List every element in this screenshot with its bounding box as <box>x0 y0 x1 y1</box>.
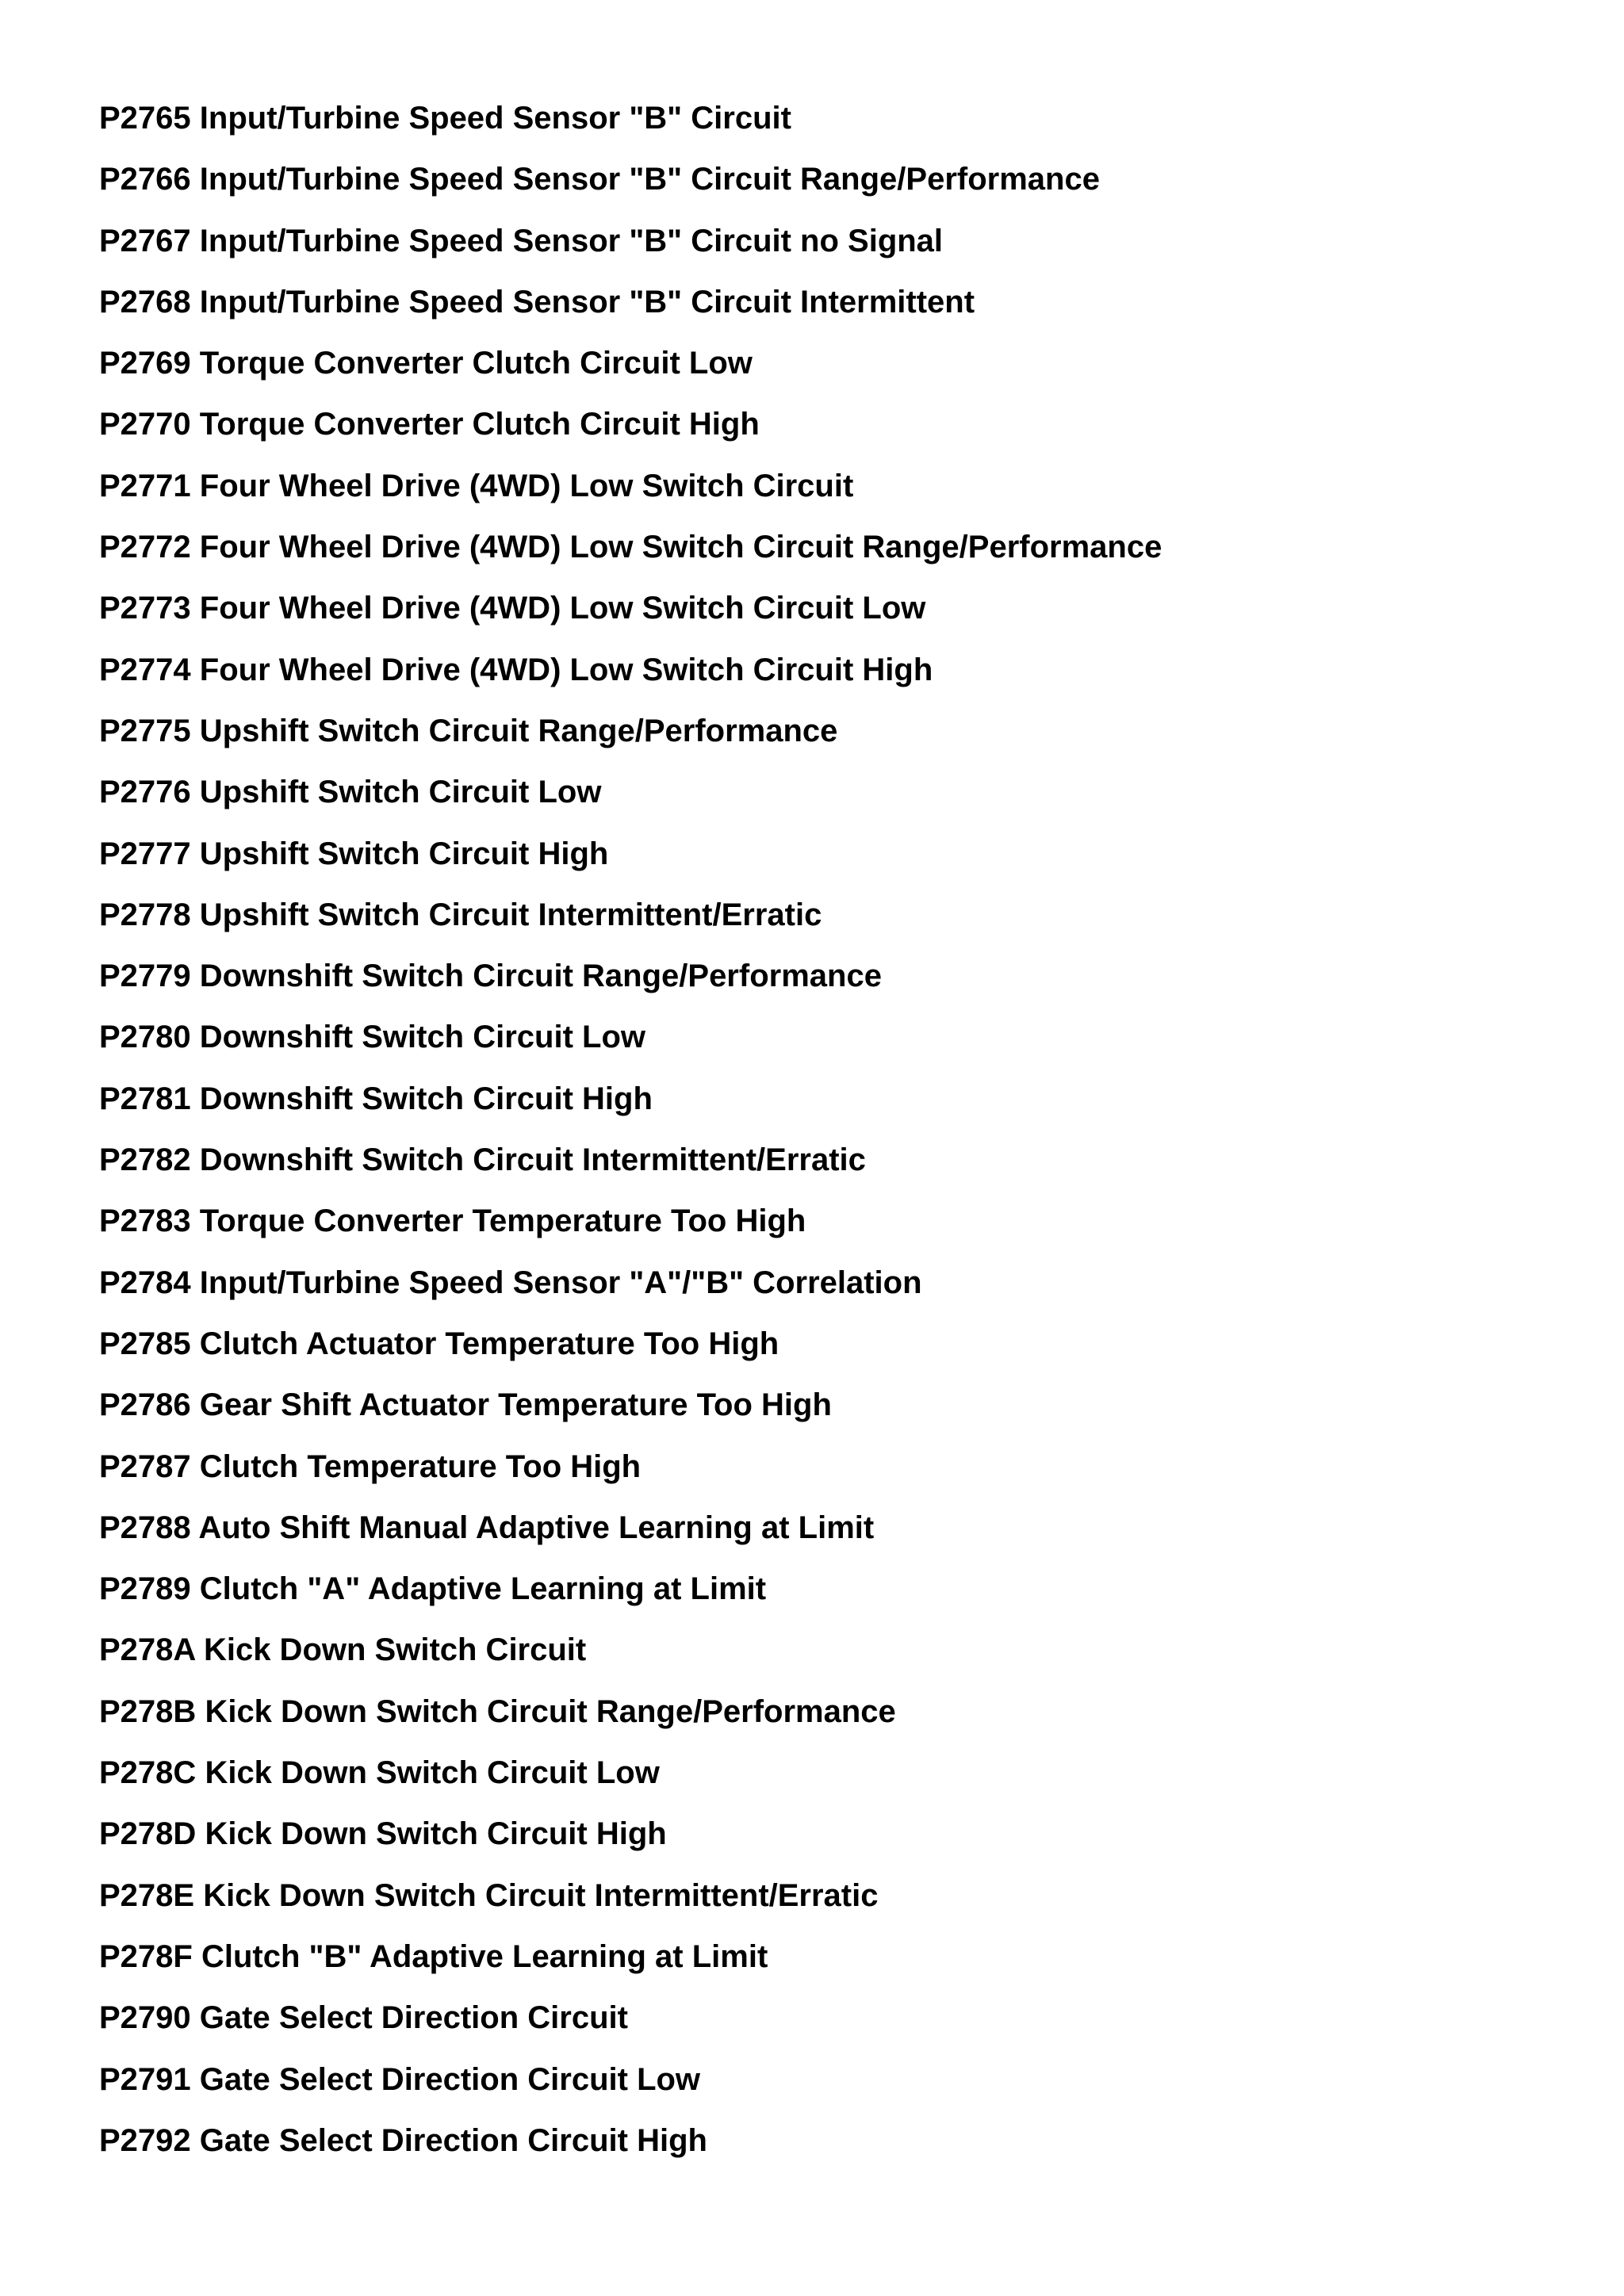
dtc-code: P278D <box>99 1816 197 1852</box>
list-item <box>99 1381 1574 1442</box>
list-item <box>99 1994 1574 2055</box>
dtc-code: P278E <box>99 1877 195 1913</box>
dtc-code: P2770 <box>99 407 191 442</box>
list-item <box>99 768 1574 829</box>
list-item <box>99 523 1574 584</box>
dtc-description: Auto Shift Manual Adaptive Learning at Limit <box>198 1510 875 1545</box>
dtc-code: P2765 <box>99 101 191 136</box>
dtc-description: Clutch "A" Adaptive Learning at Limit <box>199 1571 767 1607</box>
dtc-description: Four Wheel Drive (4WD) Low Switch Circuit High <box>199 652 933 687</box>
list-item <box>99 1136 1574 1197</box>
dtc-code: P2768 <box>99 284 191 320</box>
list-item <box>99 1259 1574 1320</box>
list-item <box>99 1197 1574 1258</box>
list-item <box>99 155 1574 216</box>
dtc-description: Kick Down Switch Circuit Intermittent/Erratic <box>203 1877 879 1913</box>
dtc-description: Input/Turbine Speed Sensor "B" Circuit no Signal <box>199 223 944 258</box>
list-item <box>99 400 1574 461</box>
dtc-code: P278B <box>99 1693 197 1729</box>
list-item <box>99 217 1574 278</box>
dtc-code: P2775 <box>99 713 191 748</box>
dtc-description: Upshift Switch Circuit Low <box>199 775 602 810</box>
dtc-description: Four Wheel Drive (4WD) Low Switch Circuit Low <box>199 591 926 626</box>
dtc-description: Input/Turbine Speed Sensor "B" Circuit Intermittent <box>199 284 975 320</box>
dtc-code: P2774 <box>99 652 191 687</box>
dtc-code-list <box>99 94 1574 2178</box>
dtc-code: P2790 <box>99 2000 191 2036</box>
list-item <box>99 1749 1574 1810</box>
dtc-description: Kick Down Switch Circuit <box>203 1632 587 1668</box>
list-item <box>99 1013 1574 1074</box>
dtc-description: Four Wheel Drive (4WD) Low Switch Circuit <box>199 468 854 503</box>
dtc-description: Input/Turbine Speed Sensor "A"/"B" Correlation <box>199 1265 922 1300</box>
dtc-code: P2784 <box>99 1265 191 1300</box>
dtc-code: P2792 <box>99 2122 191 2158</box>
list-item <box>99 1443 1574 1504</box>
dtc-description: Torque Converter Temperature Too High <box>199 1203 806 1239</box>
dtc-description: Clutch Actuator Temperature Too High <box>199 1326 779 1361</box>
dtc-description: Gear Shift Actuator Temperature Too High <box>199 1387 832 1423</box>
list-item <box>99 1933 1574 1994</box>
list-item <box>99 1504 1574 1565</box>
dtc-description: Four Wheel Drive (4WD) Low Switch Circuit Range/Performance <box>199 530 1162 565</box>
dtc-code: P2767 <box>99 223 191 258</box>
dtc-code: P2782 <box>99 1142 191 1178</box>
list-item <box>99 1626 1574 1687</box>
dtc-code: P2773 <box>99 591 191 626</box>
dtc-code: P2785 <box>99 1326 191 1361</box>
dtc-description: Torque Converter Clutch Circuit Low <box>199 346 753 381</box>
dtc-code: P2786 <box>99 1387 191 1423</box>
list-item <box>99 707 1574 768</box>
list-item <box>99 952 1574 1013</box>
dtc-code: P278C <box>99 1755 197 1791</box>
list-item <box>99 462 1574 523</box>
dtc-code: P2783 <box>99 1203 191 1239</box>
list-item <box>99 1810 1574 1871</box>
dtc-code: P2778 <box>99 897 191 932</box>
dtc-description: Torque Converter Clutch Circuit High <box>199 407 760 442</box>
list-item <box>99 1075 1574 1136</box>
dtc-description: Gate Select Direction Circuit High <box>199 2122 707 2158</box>
dtc-code: P2781 <box>99 1081 191 1116</box>
dtc-code: P2791 <box>99 2061 191 2097</box>
dtc-code: P2777 <box>99 836 191 871</box>
dtc-description: Kick Down Switch Circuit High <box>205 1816 667 1852</box>
dtc-code: P2771 <box>99 468 191 503</box>
dtc-code: P2779 <box>99 959 191 994</box>
dtc-description: Downshift Switch Circuit Intermittent/Erratic <box>199 1142 866 1178</box>
dtc-description: Downshift Switch Circuit Low <box>199 1020 646 1055</box>
dtc-description: Kick Down Switch Circuit Range/Performance <box>205 1693 896 1729</box>
list-item <box>99 1565 1574 1626</box>
list-item <box>99 830 1574 891</box>
list-item <box>99 2117 1574 2178</box>
list-item <box>99 2056 1574 2117</box>
dtc-code: P278F <box>99 1938 193 1974</box>
dtc-code: P2788 <box>99 1510 191 1545</box>
dtc-code: P278A <box>99 1632 195 1668</box>
list-item <box>99 891 1574 952</box>
dtc-description: Kick Down Switch Circuit Low <box>205 1755 660 1791</box>
dtc-code: P2780 <box>99 1020 191 1055</box>
dtc-code: P2769 <box>99 346 191 381</box>
dtc-description: Downshift Switch Circuit High <box>199 1081 653 1116</box>
dtc-description: Clutch Temperature Too High <box>199 1448 642 1484</box>
dtc-code: P2766 <box>99 162 191 197</box>
dtc-description: Input/Turbine Speed Sensor "B" Circuit <box>199 101 791 136</box>
dtc-description: Clutch "B" Adaptive Learning at Limit <box>201 1938 768 1974</box>
dtc-description: Upshift Switch Circuit Intermittent/Erratic <box>199 897 822 932</box>
dtc-code: P2787 <box>99 1448 191 1484</box>
list-item <box>99 646 1574 707</box>
dtc-description: Upshift Switch Circuit Range/Performance <box>199 713 838 748</box>
list-item <box>99 1688 1574 1749</box>
list-item <box>99 1320 1574 1381</box>
list-item <box>99 1872 1574 1933</box>
list-item <box>99 339 1574 400</box>
list-item <box>99 584 1574 645</box>
dtc-description: Input/Turbine Speed Sensor "B" Circuit Range/Performance <box>199 162 1100 197</box>
list-item <box>99 94 1574 155</box>
dtc-description: Gate Select Direction Circuit <box>199 2000 628 2036</box>
list-item <box>99 278 1574 339</box>
dtc-description: Upshift Switch Circuit High <box>199 836 609 871</box>
dtc-description: Downshift Switch Circuit Range/Performance <box>199 959 882 994</box>
dtc-code: P2772 <box>99 530 191 565</box>
dtc-description: Gate Select Direction Circuit Low <box>199 2061 701 2097</box>
dtc-code: P2776 <box>99 775 191 810</box>
dtc-code: P2789 <box>99 1571 191 1607</box>
